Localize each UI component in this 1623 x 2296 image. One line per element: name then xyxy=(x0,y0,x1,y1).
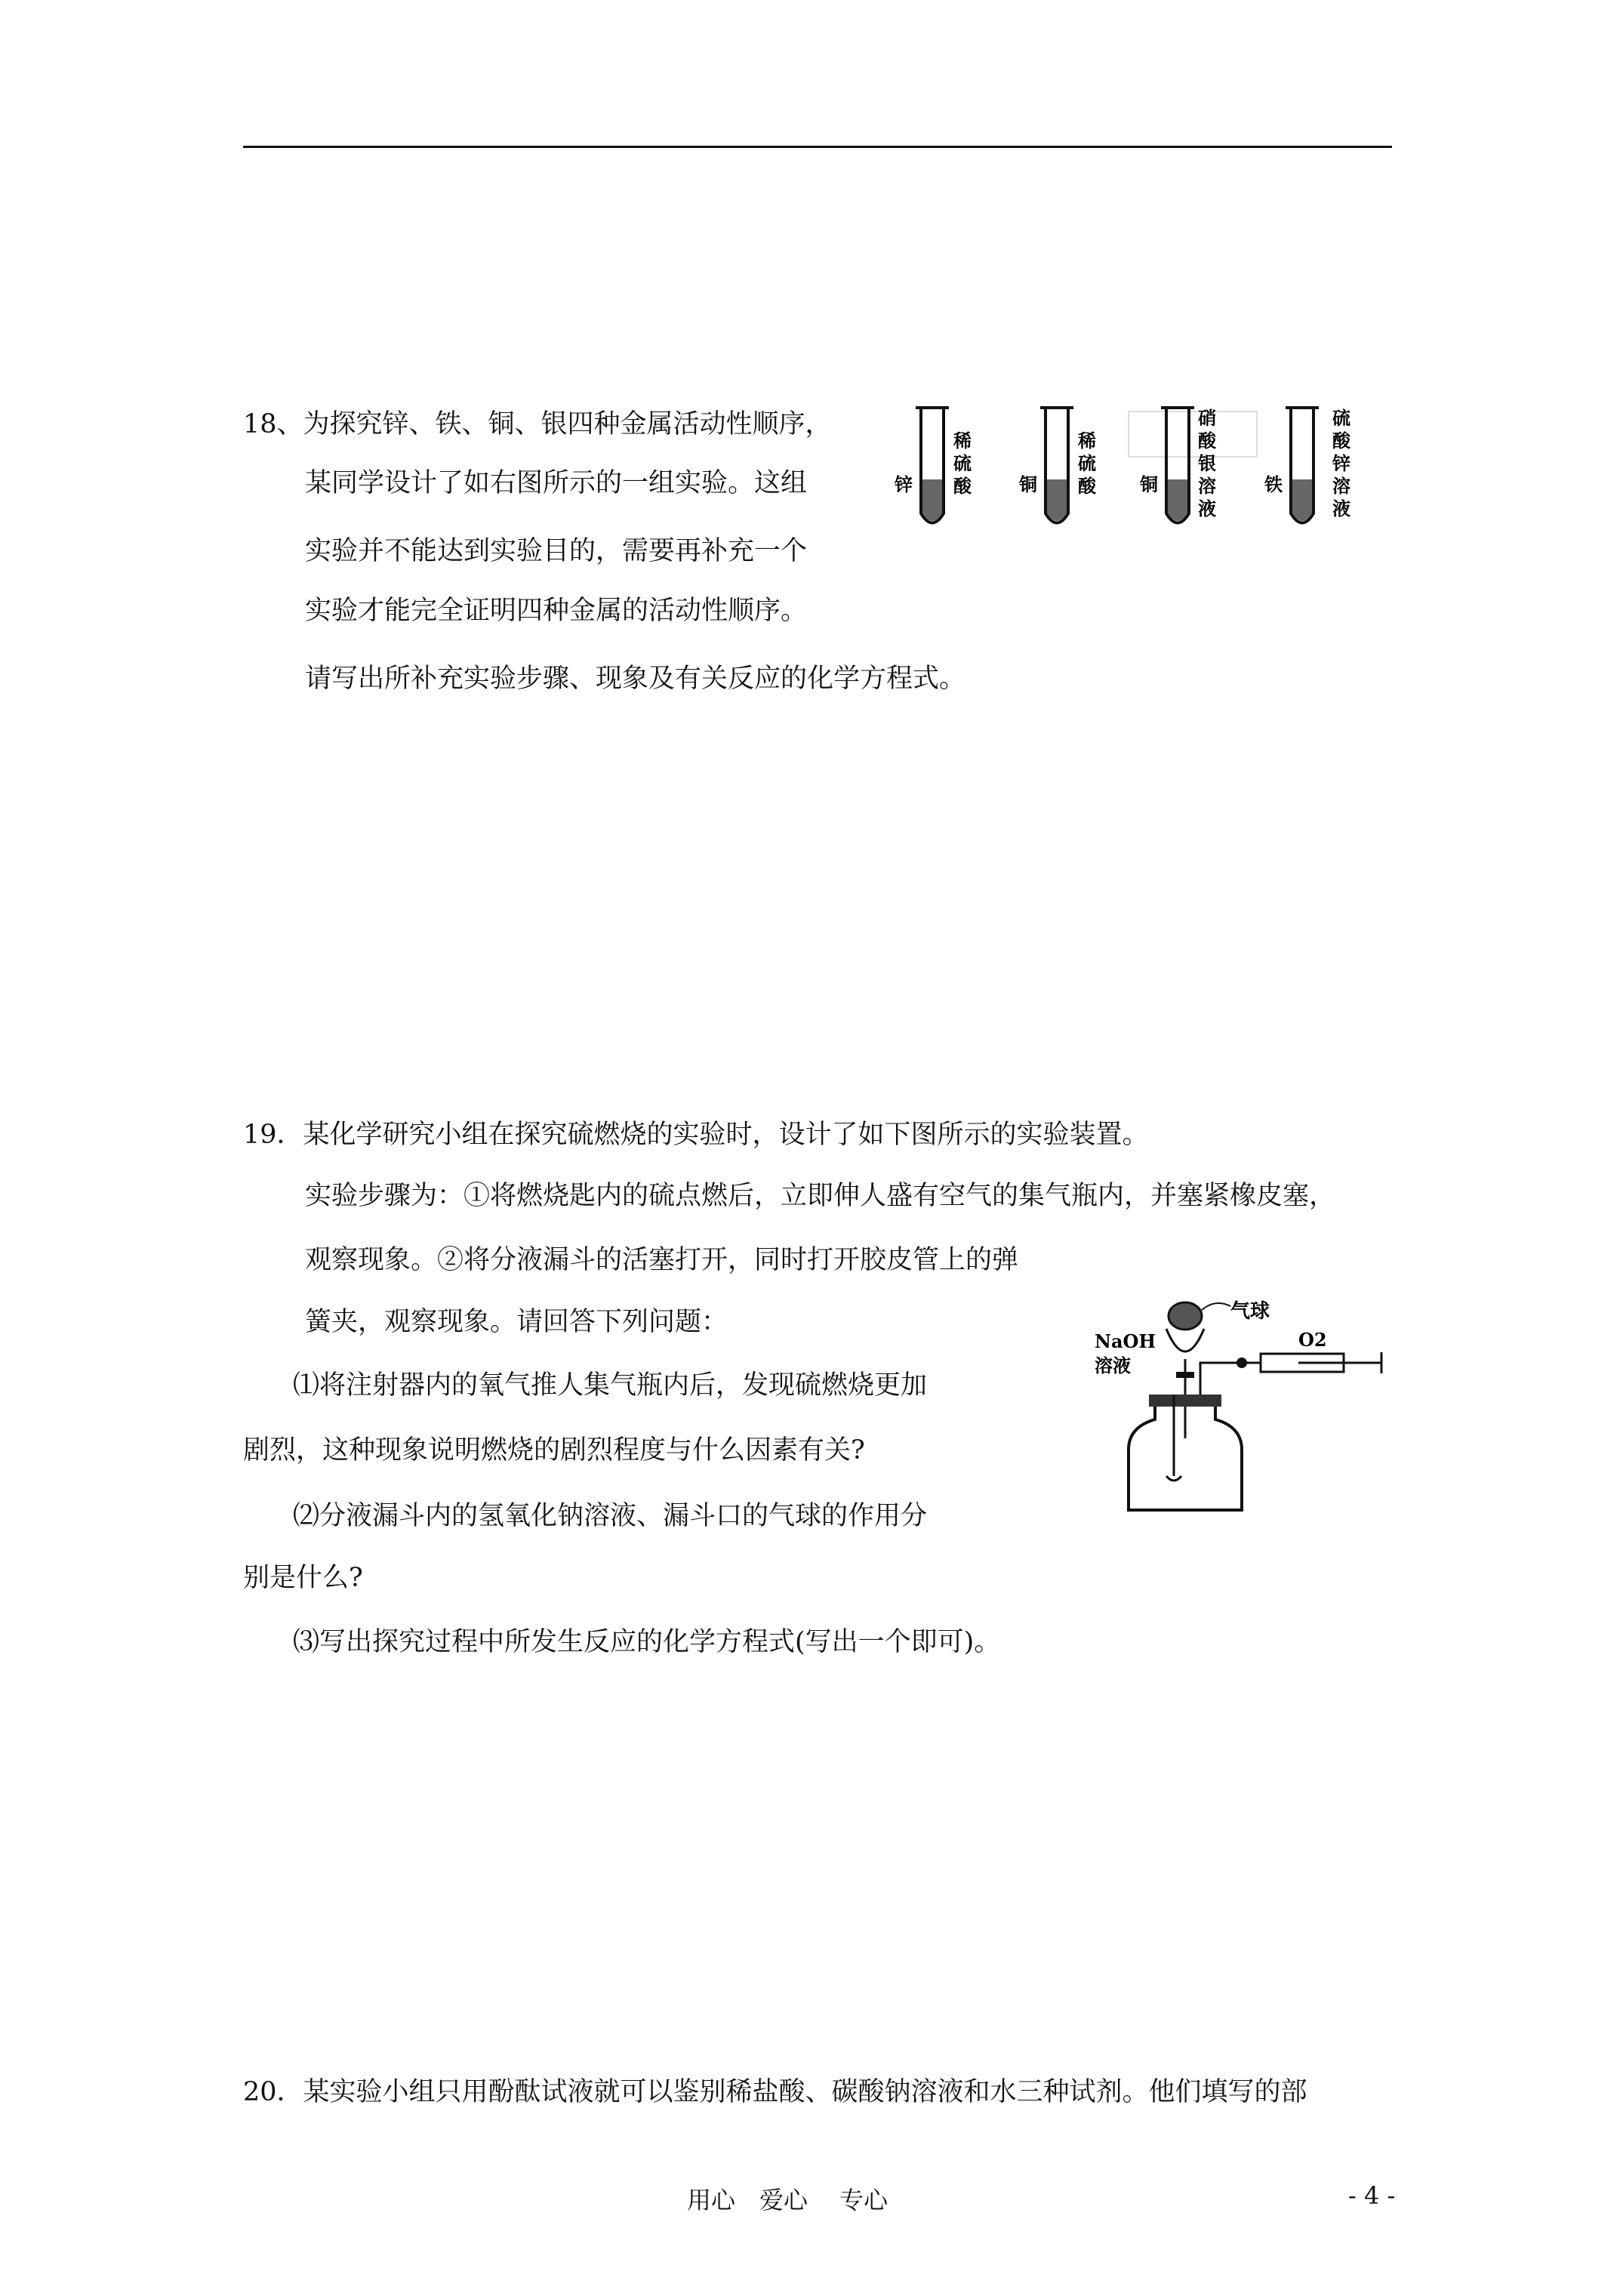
q19-line-6: 剧烈，这种现象说明燃烧的剧烈程度与什么因素有关? xyxy=(243,1435,865,1465)
naoh-label: NaOH xyxy=(1095,1330,1156,1352)
q18-test-tube-figure xyxy=(887,400,1370,544)
svg-text:酸: 酸 xyxy=(1078,475,1096,497)
svg-text:液: 液 xyxy=(1332,498,1350,519)
svg-text:稀: 稀 xyxy=(953,430,972,451)
q18-line-5: 请写出所补充实验步骤、现象及有关反应的化学方程式。 xyxy=(305,664,966,694)
svg-text:液: 液 xyxy=(1198,498,1216,519)
tube-4 xyxy=(1264,407,1351,523)
o2-label: O2 xyxy=(1298,1329,1327,1351)
q19-line-7: ⑵分液漏斗内的氢氧化钠溶液、漏斗口的气球的作用分 xyxy=(293,1501,928,1531)
svg-text:酸: 酸 xyxy=(953,475,972,497)
tube-1-metal: 锌 xyxy=(895,473,913,495)
svg-text:溶: 溶 xyxy=(1198,475,1216,497)
q20-line-1: 20．某实验小组只用酚酞试液就可以鉴别稀盐酸、碳酸钠溶液和水三种试剂。他们填写的部 xyxy=(243,2077,1307,2107)
q19-line-9: ⑶写出探究过程中所发生反应的化学方程式(写出一个即可)。 xyxy=(293,1627,1001,1657)
tube-2 xyxy=(1018,408,1097,523)
solution-label: 溶液 xyxy=(1095,1354,1131,1376)
q19-line-4: 簧夹，观察现象。请回答下列问题： xyxy=(305,1307,728,1337)
svg-text:稀: 稀 xyxy=(1078,430,1096,451)
combustion-apparatus-diagram xyxy=(1079,1287,1397,1521)
stopper-icon xyxy=(1149,1395,1221,1407)
svg-text:硫: 硫 xyxy=(953,452,972,474)
svg-text:硫: 硫 xyxy=(1078,452,1096,474)
q19-line-5: ⑴将注射器内的氧气推人集气瓶内后，发现硫燃烧更加 xyxy=(293,1370,928,1401)
q19-line-2: 实验步骤为：①将燃烧匙内的硫点燃后，立即伸人盛有空气的集气瓶内，并塞紧橡皮塞， xyxy=(305,1181,1336,1211)
tube-3 xyxy=(1139,407,1217,523)
tube-2-metal: 铜 xyxy=(1019,473,1037,495)
q18-line-3: 实验并不能达到实验目的，需要再补充一个 xyxy=(305,536,808,566)
svg-text:硫: 硫 xyxy=(1332,407,1350,429)
balloon-label: 气球 xyxy=(1230,1300,1270,1323)
svg-text:银: 银 xyxy=(1198,452,1216,474)
tube-3-metal: 铜 xyxy=(1140,473,1158,495)
balloon-icon xyxy=(1169,1302,1202,1330)
separatory-funnel-icon xyxy=(1166,1329,1204,1351)
tube-1 xyxy=(894,408,972,523)
svg-text:酸: 酸 xyxy=(1198,430,1216,451)
test-tubes-diagram xyxy=(887,400,1370,544)
header-rule xyxy=(243,146,1392,148)
page-number: - 4 - xyxy=(1348,2181,1396,2210)
q18-line-1: 18、为探究锌、铁、铜、银四种金属活动性顺序， xyxy=(243,409,832,439)
svg-text:锌: 锌 xyxy=(1332,452,1350,474)
svg-text:酸: 酸 xyxy=(1332,430,1350,451)
tube-4-metal: 铁 xyxy=(1264,473,1283,495)
footer-motto: 用心 爱心 专心 xyxy=(687,2186,888,2214)
spring-clamp-icon xyxy=(1236,1358,1247,1368)
q18-line-4: 实验才能完全证明四种金属的活动性顺序。 xyxy=(305,596,808,626)
q19-line-3: 观察现象。②将分液漏斗的活塞打开，同时打开胶皮管上的弹 xyxy=(305,1245,1019,1275)
q19-line-1: 19．某化学研究小组在探究硫燃烧的实验时，设计了如下图所示的实验装置。 xyxy=(243,1120,1149,1150)
combustion-spoon-icon xyxy=(1166,1476,1181,1481)
svg-text:溶: 溶 xyxy=(1332,475,1350,497)
svg-text:硝: 硝 xyxy=(1198,407,1216,429)
q19-apparatus-figure xyxy=(1079,1287,1397,1521)
q18-line-2: 某同学设计了如右图所示的一组实验。这组 xyxy=(305,468,808,498)
q19-line-8: 别是什么? xyxy=(243,1563,363,1593)
